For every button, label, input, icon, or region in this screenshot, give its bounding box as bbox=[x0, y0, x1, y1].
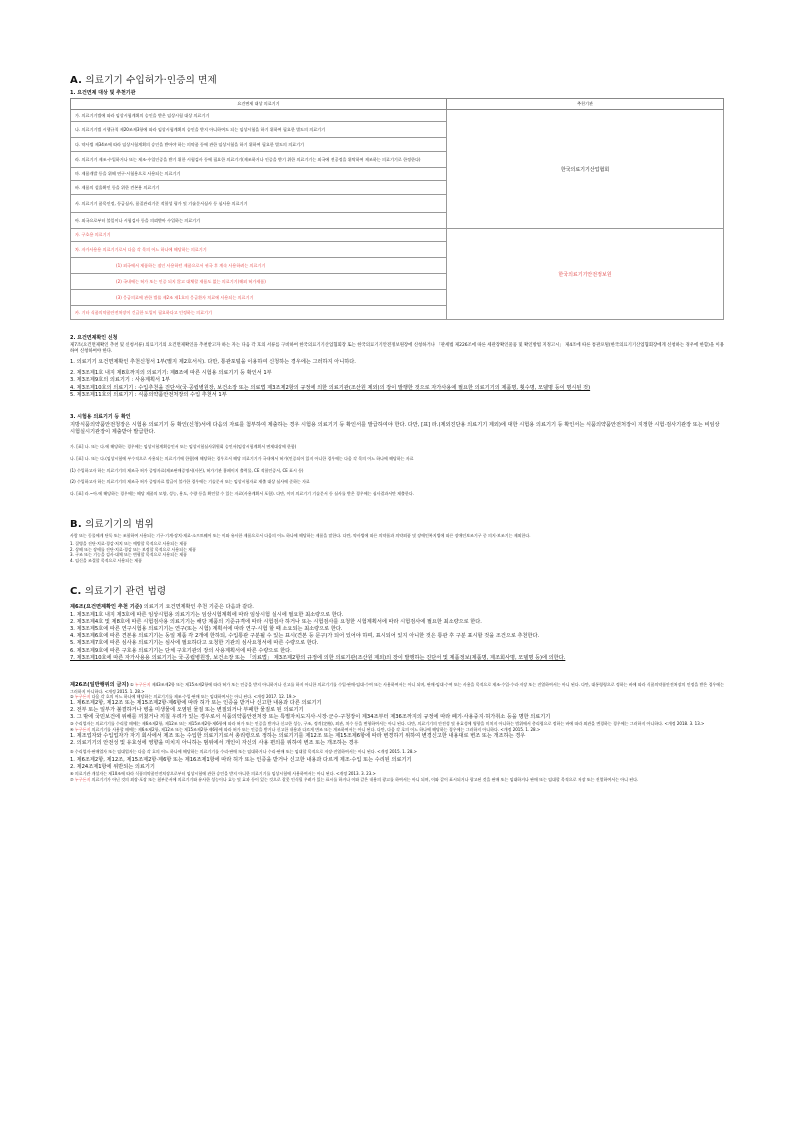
agency-kmdia: 한국의료기기산업협회 bbox=[447, 110, 724, 229]
article26-p1: 제26조(일반행위의 금지) ① 누구든지 제43조제2항 또는 제15조제2항에 따라 허가 또는 인증을 받지 아니하거나 신고를 하지 아니한 의료기기를 수입·판매·임대·수여 또는 사용하여서는 아니 되며, 판매·임대·수여 또는 사용을 목적으로 제조·수입·수리·저장 또는 진열하여서는 아니 된다. 다만, 대통령령으로 정하는 바에 따라 식품의약품안전처장의 인정을 받은 경우에는 그러하지 아니하다. <개정 2015. 1. 28.> bbox=[70, 681, 724, 694]
table-row: 가. 의료기기법에 따라 임상시험계획의 승인을 받은 임상시험 대상 의료기기 bbox=[71, 110, 447, 122]
table-header-target: 요건면제 대상 의료기기 bbox=[71, 99, 447, 110]
list-item: 4. 제3조제6호에 따른 견본용 의료기기는 동일 제품 각 2개에 한하되, 수입통관 구분될 수 있는 표시(견본 등 문구)가 되어 있어야 하며, 표시되어 있지 아니한 것은 통관 후 구분 표시할 것을 조건으로 추천한다. bbox=[70, 633, 540, 640]
list-item: 가. [표] 나. 또는 다.에 해당하는 경우에는 임상시험계획승인서 또는 임상시험심사위원회 승인서(임상시험계획서 면제대상에 한함) bbox=[70, 444, 297, 450]
section-a-heading: A. 의료기기 수입허가·인증의 면제 bbox=[70, 75, 217, 86]
article26-p4: ④ 누구든지 의료기기를 사용할 때에는 제6조제2항, 제12조 또는 제15조제2항·제6항에 따라 허가 또는 인증을 받거나 신고한 내용과 다르게 변조 또는 개조하여서는 아니 된다. 다만, 다음 각 호의 어느 하나에 해당하는 경우에는 그러하지 아니하다. <개정 2015. 1. 28.> bbox=[70, 726, 541, 732]
list-item: 6. 제3조제9호에 따른 구호용 의료기기는 단체 구호기관의 장의 사용계획서에 따른 수량으로 한다. bbox=[70, 647, 292, 654]
section-b-title: 의료기기의 범위 bbox=[85, 519, 154, 531]
list-item: (1) 수입하고자 하는 의료기기의 제조국 허가 증명자료(제조판매증명서(사본), 허가기관 홈페이지 출력물, CE 적합인증서, CE 표시 등) bbox=[70, 467, 304, 473]
table-row: 라. 의료기기 제조·수입하거나 또는 제조·수입인증을 받기 위한 시험검사 등에 필요한 의료기기(제조하거나 인증을 받기 위한 의료기기는 외국에 전공정을 위탁하여 제조하는 의료기기로 한정한다) bbox=[71, 152, 447, 168]
list-item: 3. 그 밖에 국민보건에 위해를 끼쳤거나 끼칠 우려가 있는 경우로서 식품의약품안전처장 또는 특별자치도지사·시장·군수·구청장이 제34조부터 제36조까지의 규정에 따라 폐기·사용중지·허가취소 등을 명한 의료기기 bbox=[70, 714, 551, 721]
table-row: 아. 외국으로부터 불일이나 시험검사 등을 의뢰받아 수입하는 의료기기 bbox=[71, 213, 447, 229]
exemption-table bbox=[70, 98, 724, 320]
list-item: 1. 질병을 진단·치료·경감·처치 또는 예방할 목적으로 사용되는 제품 bbox=[70, 540, 187, 546]
section-a-title: 의료기기 수입허가·인증의 면제 bbox=[85, 75, 217, 86]
subheading-a1: 1. 요건면제 대상 및 추천기관 bbox=[70, 90, 136, 96]
article26-p2: ② 누구든지 다음 각 호의 어느 하나에 해당하는 의료기기를 제조·수입·판매 또는 임대하여서는 아니 된다. <개정 2017. 12. 19.> bbox=[70, 694, 297, 700]
list-item: 3. 제3조제9호의 의료기기 : 사용계획서 1부 bbox=[70, 377, 171, 384]
subheading-a2: 2. 요건면제확인 신청 bbox=[70, 335, 118, 341]
article26-p6: ⑥ 의료기관 개설자는 제10조에 따라 식품의약품안전처장으로부터 임상시험에 관한 승인을 받지 아니한 의료기기를 임상시험에 사용하여서는 아니 된다. <개정 2013. 3. 23.> bbox=[70, 770, 376, 776]
list-item: 4. 임신을 조절할 목적으로 사용되는 제품 bbox=[70, 557, 142, 563]
article26-p5: ⑤ 수리업자·판매업자 또는 임대업자는 다음 각 호의 어느 하나에 해당하는 의료기기를 수리·판매 또는 임대하거나 수리·판매 또는 임대할 목적으로 저장·진열하여서는 아니 된다. <개정 2015. 1. 28.> bbox=[70, 748, 417, 754]
list-item: 2. 제24조제1항에 위반되는 의료기기 bbox=[70, 763, 155, 770]
section-a3-paragraph: 지방식품의약품안전청장은 시험용 의료기기 등 확인(신청)서에 다음의 자료를 첨부하여 제출하는 경우 시험용 의료기기 등 확인서를 발급하여야 한다. 다만, [표] 라.(제외진단용 의료기기 제외)에 대한 시험용 의료기기 등 확인서는 식품의약품안전처장이 지정한 시험·검사기관장 또는 비임상시험실시기관장이 제출받아 발급한다. bbox=[70, 422, 720, 436]
table-row: 다. 약사법 제34조에 따라 임상시험계획의 승인을 받아야 하는 의약품 등에 관한 임상시험을 하기 위하여 필요한 별도의 의료기기 bbox=[71, 138, 447, 152]
article26-p3: ③ 수리업자는 의료기기를 수리할 때에는 제6조제2항, 제12조 또는 제15조제2항·제6항에 따라 허가 또는 인증을 받거나 신고한 성능, 구조, 정격(定格), 외관, 치수 등을 변형하여서는 아니 된다. 다만, 의료기기의 안전성 및 유효성에 영향을 미치지 아니하는 범위에서 총리령으로 정하는 바에 따라 외관을 변경하는 경우에는 그러하지 아니하다. <개정 2018. 3. 13.> bbox=[70, 721, 705, 727]
table-row: 사. 의료기기 품목인정, 등급심사, 품질관리기준 적합성 평가 및 기술문서심사 등 심사용 의료기기 bbox=[71, 195, 447, 213]
list-item: 1. 의료기기 요건면제확인 추천신청서 1부(별지 제2호서식). 다만, 통관포털을 이용하여 신청하는 경우에는 그러하지 아니하다. bbox=[70, 359, 356, 365]
table-row: 마. 제품개발 등을 위해 연구·시험용으로 사용되는 의료기기 bbox=[71, 168, 447, 181]
list-item: 2. 제3조제4호 및 제8호에 따른 시험검사용 의료기기는 해당 제품의 기준규격에 따라 시험검사 하거나 또는 시험검사를 요청한 시험계획서에 따라 시험검사에 필요한 최소량으로 한다. bbox=[70, 618, 482, 625]
list-item: 1. 제6조제2항, 제12조, 제15조제2항·제6항 또는 제16조제1항에 따라 허가 또는 인증을 받거나 신고한 내용과 다르게 제조·수입 또는 수리된 의료기기 bbox=[70, 756, 412, 763]
list-item: (2) 수입하고자 하는 의료기기의 제조국 허가 증명자료 발급이 불가한 경우에는 기술문서 또는 임상시험자료 제출 대상 심사에 준하는 자료 bbox=[70, 479, 310, 485]
table-row: 차. 자가사용용 의료기기로서 다음 각 목의 어느 하나에 해당하는 의료기기 bbox=[71, 242, 447, 258]
list-item: 2. 상해 또는 장애를 진단·치료·경감 또는 보정할 목적으로 사용되는 제품 bbox=[70, 546, 196, 552]
list-item: 2. 전부 또는 일부가 불결하거나 병을 미생물에 오염된 물질 또는 변질되거나 부패한 물질로 된 의료기기 bbox=[70, 706, 304, 713]
article26-p7: ⑦ 누구든지 의료기기가 아닌 것의 외장·포장 또는 첨부문서에 의료기기와 유사한 성능이나 효능 및 효과 등이 있는 것으로 잘못 인식될 우려가 있는 표시를 하거나 이와 같은 내용의 광고를 하여서는 아니 되며, 이와 같이 표시되거나 광고된 것을 판매 또는 임대하거나 판매 또는 임대할 목적으로 저장 또는 진열하여서는 아니 된다. bbox=[70, 776, 639, 782]
section-b-heading: B. 의료기기의 범위 bbox=[70, 519, 154, 531]
list-item: 4. 제3조제10호의 의료기기 : 수입추천을 진단서(국·공립병원장, 보건소장 또는 의료법 제3조제2항의 규정에 의한 의료기관(조산원 제외)의 장이 발행한 것으로 자가사용에 필요한 의료기기의 제품명, 횟수명, 모델명 등이 명시된 것) bbox=[70, 384, 591, 391]
list-item: 1. 제6조제2항, 제12조 또는 제15조제2항·제6항에 따라 허가 또는 인증을 받거나 신고한 내용과 다른 의료기기 bbox=[70, 699, 322, 706]
section-c-heading: C. 의료기기 관련 법령 bbox=[70, 586, 167, 598]
table-row: (3) 응급의료에 관한 법률 제2조 제1호의 응급환자 치료에 사용되는 의료기기 bbox=[71, 290, 447, 306]
table-row: 카. 기타 식품의약품안전처장이 긴급한 도입이 필요하다고 인정하는 의료기기 bbox=[71, 306, 447, 320]
section-b-paragraph: 사람 또는 동물에게 단독 또는 조합하여 사용되는 기구·기계·장치·재료·소프트웨어 또는 이와 유사한 제품으로서 다음의 어느 하나에 해당하는 제품을 말한다. 다만, 약사법에 따른 의약품과 의약외품 및 장애인복지법에 따른 장애인보조기구 중 의지·보조기는 제외한다. bbox=[70, 533, 531, 539]
article6-intro: 제6조(요건면제확인 추천 기준) 의료기기 요건면제확인 추천 기준은 다음과 같다. bbox=[70, 604, 254, 611]
document-page bbox=[70, 72, 724, 782]
table-row: 자. 구호용 의료기기 bbox=[71, 229, 447, 242]
subheading-a3: 3. 시험용 의료기기 등 확인 bbox=[70, 414, 131, 421]
list-item: 5. 제3조제7호에 따른 심사용 의료기기는 심사에 필요하다고 요청한 기관의 심사요청서에 따른 수량으로 한다. bbox=[70, 640, 319, 647]
article7-paragraph: 제7조(요건면제확인 추천 및 신청서류) 의료기기의 요건면제확인을 추천받고자 하는 자는 다음 각 호의 서류를 구비하여 한국의료기기산업협회장 또는 한국의료기기안전정보원장에 신청하거나 「관세법 제226조에 따른 세관장확인물품 및 확인방법 지정고시」 제4조에 따른 통관포털(한국의료기기산업협회장에게 신청하는 경우에 한함)을 이용하여 신청하여야 한다. bbox=[70, 343, 724, 354]
list-item: 5. 제3조제11호의 의료기기 : 식품의약품안전처장의 수입 추천서 1부 bbox=[70, 391, 227, 398]
list-item: 1. 제3조제1호 내지 제3호에 따른 임상시험용 의료기기는 임상시험계획에 따라 임상시험 실시에 필요한 최소량으로 한다. bbox=[70, 611, 344, 618]
list-item: 3. 제3조제5호에 따른 연구시험용 의료기기는 연구(또는 시험) 계획서에 따라 연구·시험 할 때 소요되는 최소량으로 한다. bbox=[70, 625, 343, 632]
section-c-title: 의료기기 관련 법령 bbox=[84, 586, 167, 598]
list-item: 7. 제3조제10호에 따른 자가사용용 의료기기는 국·공립병원장, 보건소장 또는 「의료법」 제3조제2항의 규정에 의한 의료기관(조산원 제외)의 장이 발행하는 진단서 및 제품정보(제품명, 제조회사명, 모델명 등)에 의한다. bbox=[70, 654, 566, 661]
agency-nids: 한국의료기기안전정보원 bbox=[447, 229, 724, 320]
list-item: 3. 구조 또는 기능을 검사·대체 또는 변형할 목적으로 사용되는 제품 bbox=[70, 552, 187, 558]
list-item: 2. 제3조제1호 내지 제8호까지의 의료기기: 제8조에 따른 시험용 의료기기 등 확인서 1부 bbox=[70, 370, 272, 377]
list-item: 다. [표] 라.~아.에 해당하는 경우에는 해당 제품의 모양, 성능, 용도, 수량 등을 확인할 수 있는 자료(사용계획서 포함). 다만, 이미 의료기기 기술문서 등 심사를 받은 경우에는 심사결과서만 제출한다. bbox=[70, 490, 414, 496]
list-item: 나. [표] 나. 또는 다.(임상시험에 부수적으로 사용되는 의료기기에 한함)에 해당하는 경우로서 해당 의료기기가 국내에서 허가(인증되어 있지 아니한 경우에는 다음 각 목의 어느 하나에 해당하는 자료 bbox=[70, 456, 414, 462]
table-header-agency: 추천기관 bbox=[447, 99, 724, 110]
table-row: (2) 국내에는 허가 또는 인증 되지 않고 대체할 제품도 없는 의료기기(해외 허가제품) bbox=[71, 274, 447, 290]
table-row: 바. 제품의 설울확인 등을 위한 견본용 의료기기 bbox=[71, 181, 447, 195]
table-row: (1) 외국에서 제품하는 점인 사용하던 제품으로서 귀국 후 계속 사용하려는 의료기기 bbox=[71, 258, 447, 274]
table-row: 나. 의료기기법 시행규칙 제20조제3항에 따라 임상시험계획의 승인을 받지 아니하여도 되는 임상시험을 하기 위하여 필요한 별도의 의료기기 bbox=[71, 122, 447, 138]
list-item: 1. 제조업자와 수입업자가 자기 회사에서 제조 또는 수입한 의료기기로서 총리령으로 정하는 의료기기를 제12조 또는 제15조제6항에 따라 변경하기 위하여 변경신고한 내용대로 변조 또는 개조하는 경우 bbox=[70, 732, 526, 739]
list-item: 2. 의료기기의 안전성 및 유효성에 영향을 미치지 아니하는 범위에서 개인이 자신의 사용 편의를 위하여 변조 또는 개조하는 경우 bbox=[70, 739, 359, 746]
